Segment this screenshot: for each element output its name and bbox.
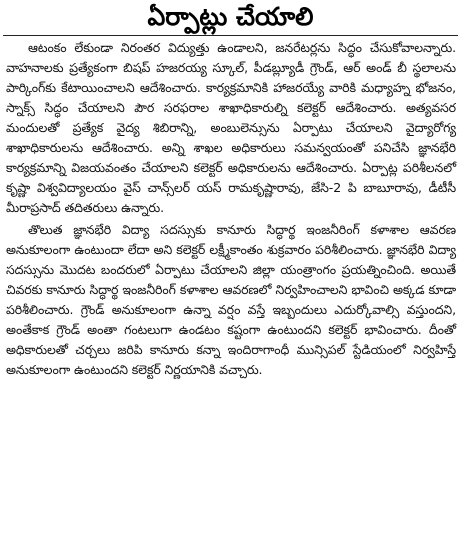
headline-row — [0, 0, 461, 34]
headline: ఏర్పాట్లు చేయాలి — [147, 2, 314, 31]
headline-divider — [3, 35, 458, 36]
paragraph-1: ఆటంకం లేకుండా నిరంతర విద్యుత్తు ఉండాలని, జనరేటర్లను సిద్ధం చేసుకోవాలన్నారు. వాహనాలకు ప్రత్యేకంగా బిషప్ హజరయ్య స్కూల్, పీడబ్ల్యూడీ గ్రౌండ్, ఆర్ అండ్ బీ స్థలాలను పార్కింగ్‌కు కేటాయించాలని ఆదేశించారు. కార్యక్రమానికి హాజరయ్యే వారికి మధ్యాహ్న భోజనం, స్నాక్స్ సిద్ధం చేయాలని పౌర సరఫరాల శాఖాధికారుల్ని కలెక్టర్ ఆదేశించారు. అత్యవసర మందులతో ప్రత్యేక వైద్య శిబిరాన్ని, అంబులెన్సును ఏర్పాటు చేయాలని వైద్యారోగ్య శాఖాధికారులను ఆదేశించారు. అన్ని శాఖల అధికారులు సమన్వయంతో పనిచేసి జ్ఞానభేరి కార్యక్రమాన్ని విజయవంతం చేయాలని కలెక్టర్ అధికారులను ఆదేశించారు. ఏర్పాట్ల పరిశీలనలో కృష్ణా విశ్వవిద్యాలయం వైస్ చాన్స్‌లర్ యస్ రామకృష్ణారావు, జేసి-2 పి బాబూరావు, డీటీసీ మీరాప్రసాద్ తదితరులు ఉన్నారు. — [6, 40, 456, 215]
paragraph-2: తొలుత జ్ఞానభేరి విద్యా సదస్సుకు కానూరు సిద్ధార్థ ఇంజనీరింగ్ కళాశాల ఆవరణ అనుకూలంగా ఉంటుందా లేదా అని కలెక్టర్ లక్ష్మీకాంతం శుక్రవారం పరిశీలించారు. జ్ఞానభేరి విద్యా సదస్సును మొదట బందరులో ఏర్పాటు చేయాలని జిల్లా యంత్రాంగం ప్రయత్నించింది. అయితే చివరకు కానూరు సిద్ధార్థ ఇంజనీరింగ్ కళాశాల ఆవరణలో నిర్వహించాలని భావించి అక్కడ కూడా పరిశీలించారు. గ్రౌండ్ అనుకూలంగా ఉన్నా వర్షం వస్తే ఇబ్బందులు ఎదుర్కోవాల్సి వస్తుందని, అంతేకాక గ్రౌండ్ అంతా గంటలుగా ఉండటం కష్టంగా ఉంటుందని కలెక్టర్ భావించారు. దీంతో అధికారులతో చర్చలు జరిపి కానూరు కన్నా ఇందిరాగాంధీ మున్సిపల్ స్టేడియంలో నిర్వహిస్తే అనుకూలంగా ఉంటుందని కలెక్టర్ నిర్ణయానికి వచ్చారు. — [6, 222, 456, 377]
article-body — [6, 38, 456, 380]
